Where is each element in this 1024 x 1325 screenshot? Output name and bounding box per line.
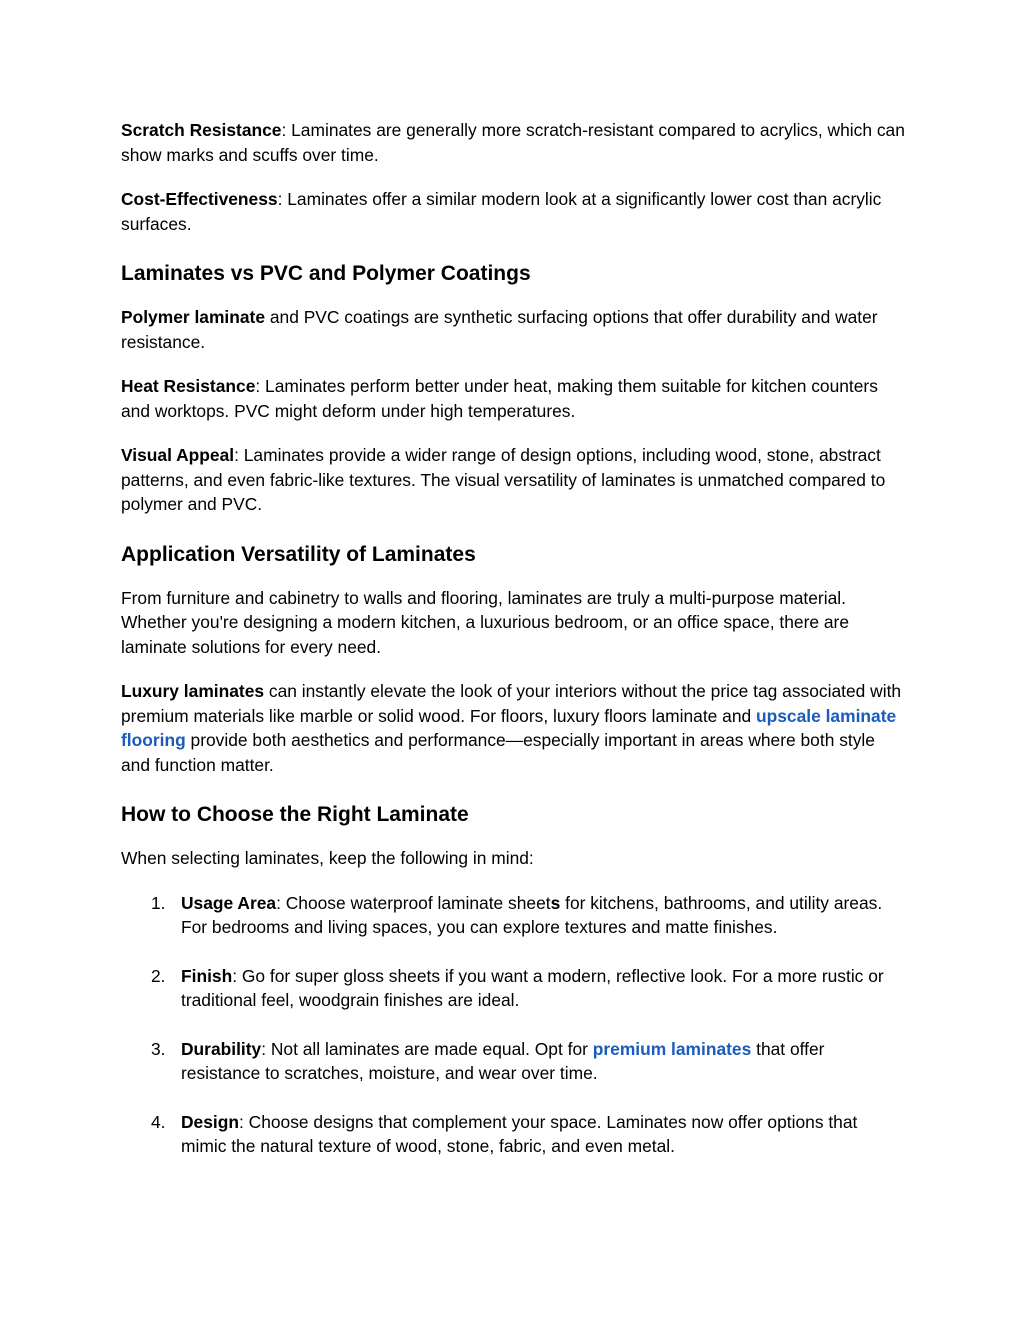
finish-label: Finish: [181, 965, 233, 986]
design-label: Design: [181, 1111, 239, 1132]
durability-text-part-1: : Not all laminates are made equal. Opt for: [261, 1038, 593, 1059]
heading-choose-laminate: How to Choose the Right Laminate: [121, 803, 469, 826]
heat-resistance-text: : Laminates perform better under heat, making them suitable for kitchen counters and worktops. PVC might deform under high temperatures.: [121, 376, 878, 421]
luxury-laminates-paragraph: [121, 679, 907, 777]
finish-text: : Go for super gloss sheets if you want a modern, reflective look. For a more rustic or traditional feel, woodgrain finishes are ideal.: [181, 965, 884, 1010]
list-number: 4.: [151, 1111, 166, 1132]
heading-pvc-polymer: Laminates vs PVC and Polymer Coatings: [121, 262, 531, 285]
list-item-durability: [121, 1037, 907, 1086]
cost-effectiveness-paragraph: [121, 187, 907, 236]
cost-effectiveness-label: Cost-Effectiveness: [121, 189, 278, 209]
visual-appeal-text: : Laminates provide a wider range of design options, including wood, stone, abstract patterns, and even fabric-like textures. The visual versatility of laminates is unmatched compared to polymer and PVC.: [121, 445, 886, 514]
premium-laminates-link[interactable]: premium laminates: [592, 1038, 752, 1059]
luxury-text-part-1: can instantly elevate the look of your interiors without the price tag associated with premium materials like marble or solid wood. For floors, luxury floors laminate and: [121, 681, 902, 726]
usage-area-text-part-1: : Choose waterproof laminate sheet: [276, 892, 551, 913]
design-text: : Choose designs that complement your space. Laminates now offer options that mimic the natural texture of wood, stone, fabric, and even metal.: [181, 1111, 858, 1156]
heading-application-versatility: Application Versatility of Laminates: [121, 542, 476, 566]
usage-area-label: Usage Area: [181, 892, 277, 913]
usage-area-bold-s: s: [550, 892, 561, 913]
application-paragraph: From furniture and cabinetry to walls and flooring, laminates are truly a multi-purpose material. Whether you're designing a modern kitchen, a luxurious bedroom, or an office space, there are laminate solutions for every need.: [121, 587, 850, 657]
scratch-resistance-text: : Laminates are generally more scratch-resistant compared to acrylics, which can show marks and scuffs over time.: [121, 120, 905, 165]
list-number: 3.: [151, 1038, 166, 1059]
heat-resistance-paragraph: [121, 374, 907, 423]
list-item-usage-area: [121, 891, 907, 940]
heat-resistance-label: Heat Resistance: [121, 376, 256, 396]
luxury-laminates-label: Luxury laminates: [121, 681, 265, 701]
durability-label: Durability: [181, 1038, 262, 1059]
polymer-intro-text: and PVC coatings are synthetic surfacing options that offer durability and water resistance.: [121, 307, 878, 352]
scratch-resistance-paragraph: [121, 118, 907, 167]
list-number: 1.: [151, 892, 166, 913]
scratch-resistance-label: Scratch Resistance: [121, 120, 282, 140]
choose-tips-list: [121, 891, 907, 1159]
list-item-finish: [121, 964, 907, 1013]
choose-intro-paragraph: When selecting laminates, keep the following in mind:: [121, 848, 534, 868]
usage-area-text-part-2: for kitchens, bathrooms, and utility areas. For bedrooms and living spaces, you can explore textures and matte finishes.: [181, 892, 883, 937]
visual-appeal-label: Visual Appeal: [121, 445, 235, 465]
list-item-design: [121, 1110, 907, 1159]
upscale-laminate-flooring-link[interactable]: upscale laminate flooring: [121, 705, 897, 750]
luxury-text-part-2: provide both aesthetics and performance—especially important in areas where both style and function matter.: [121, 730, 875, 775]
visual-appeal-paragraph: [121, 443, 907, 517]
document-page: [121, 118, 907, 1159]
polymer-laminate-label: Polymer laminate: [121, 307, 266, 327]
list-number: 2.: [151, 965, 166, 986]
polymer-intro-paragraph: [121, 305, 907, 354]
durability-text-part-2: that offer resistance to scratches, moisture, and wear over time.: [181, 1038, 825, 1083]
cost-effectiveness-text: : Laminates offer a similar modern look at a significantly lower cost than acrylic surfaces.: [121, 189, 882, 234]
